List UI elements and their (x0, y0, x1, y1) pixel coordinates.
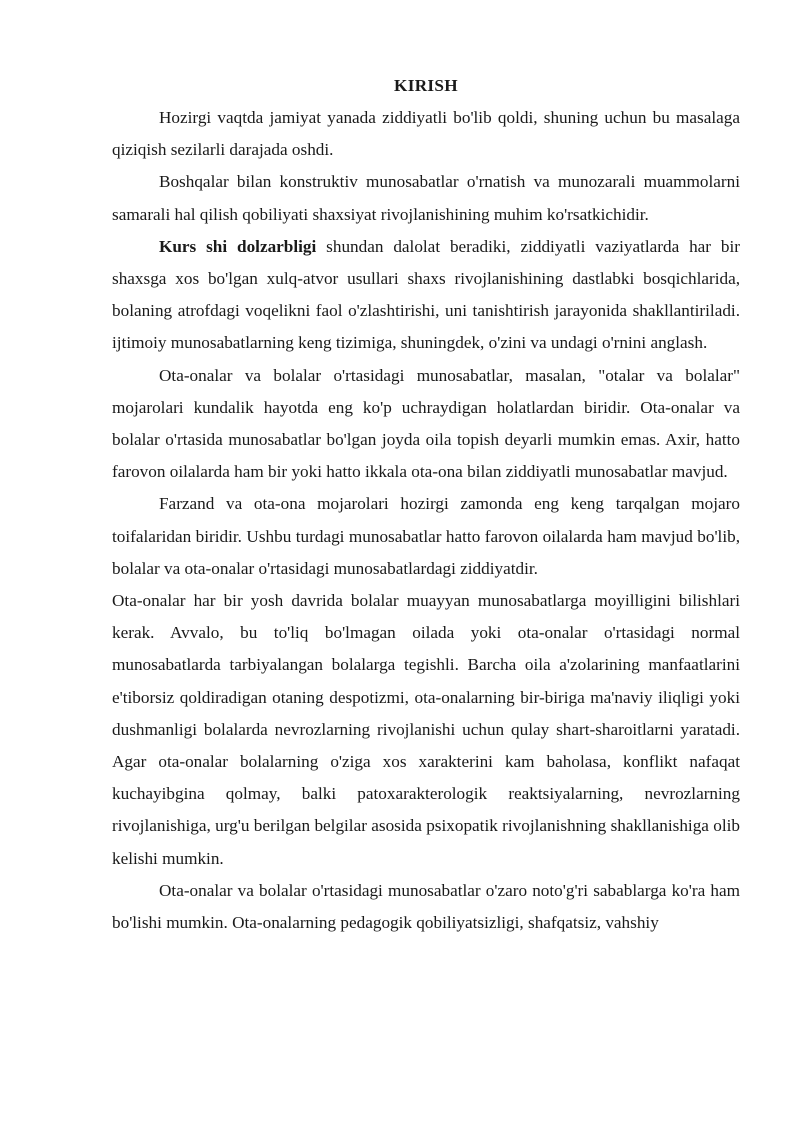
document-title: KIRISH (394, 76, 458, 95)
document-page (112, 72, 740, 939)
paragraph-3-body: shundan dalolat beradiki, ziddiyatli vaziyatlarda har bir shaxsga xos bo'lgan xulq-atvor usullari shaxs rivojlanishining dastlabki bosqichlarida, bolaning atrofdagi voqelikni faol o'zlashtirishi, uni tanishtirish jarayonida shakllantiriladi. ijtimoiy munosabatlarning keng tizimiga, shuningdek, o'zini va undagi o'rnini anglash. (112, 236, 740, 353)
paragraph-5: Farzand va ota-ona mojarolari hozirgi zamonda eng keng tarqalgan mojaro toifalaridan biridir. Ushbu turdagi munosabatlar hatto farovon oilalarda ham mavjud bo'lib, bolalar va ota-onalar o'rtasidagi munosabatlardagi ziddiyatdir. (112, 494, 740, 578)
paragraph-4: Ota-onalar va bolalar o'rtasidagi munosabatlar, masalan, "otalar va bolalar" mojarolari kundalik hayotda eng ko'p uchraydigan holatlardan biridir. Ota-onalar va bolalar o'rtasida munosabatlar bo'lgan joyda oila topish deyarli mumkin emas. Axir, hatto farovon oilalarda ham bir yoki hatto ikkala ota-ona bilan ziddiyatli munosabatlar mavjud. (112, 365, 740, 482)
paragraph-2: Boshqalar bilan konstruktiv munosabatlar o'rnatish va munozarali muammolarni samarali hal qilish qobiliyati shaxsiyat rivojlanishining muhim ko'rsatkichidir. (112, 172, 740, 224)
paragraph-7: Ota-onalar va bolalar o'rtasidagi munosabatlar o'zaro noto'g'ri sabablarga ko'ra ham bo'lishi mumkin. Ota-onalarning pedagogik qobiliyatsizligi, shafqatsiz, vahshiy (112, 880, 740, 933)
paragraph-3-bold-lead: Kurs shi dolzarbligi (159, 236, 317, 256)
paragraph-6: Ota-onalar har bir yosh davrida bolalar muayyan munosabatlarga moyilligini bilishlari kerak. Avvalo, bu to'liq bo'lmagan oilada yoki ota-onalar o'rtasidagi normal munosabatlarda tarbiyalangan bolalarga tegishli. Barcha oila a'zolarining manfaatlarini e'tiborsiz qoldiradigan otaning despotizmi, ota-onalarning bir-biriga ma'naviy iliqligi yoki dushmanligi bolalarda nevrozlarning rivojlanishi uchun qulay shart-sharoitlarni yaratadi. Agar ota-onalar bolalarning o'ziga xos xarakterini kam baholasa, konflikt nafaqat kuchayibgina qolmay, balki patoxarakterologik reaktsiyalarning, nevrozlarning rivojlanishiga, urg'u berilgan belgilar asosida psixopatik rivojlanishning shakllanishiga olib kelishi mumkin. (112, 591, 740, 868)
paragraph-1: Hozirgi vaqtda jamiyat yanada ziddiyatli bo'lib qoldi, shuning uchun bu masalaga qiziqish sezilarli darajada oshdi. (112, 108, 740, 160)
paragraph-3 (112, 231, 740, 360)
